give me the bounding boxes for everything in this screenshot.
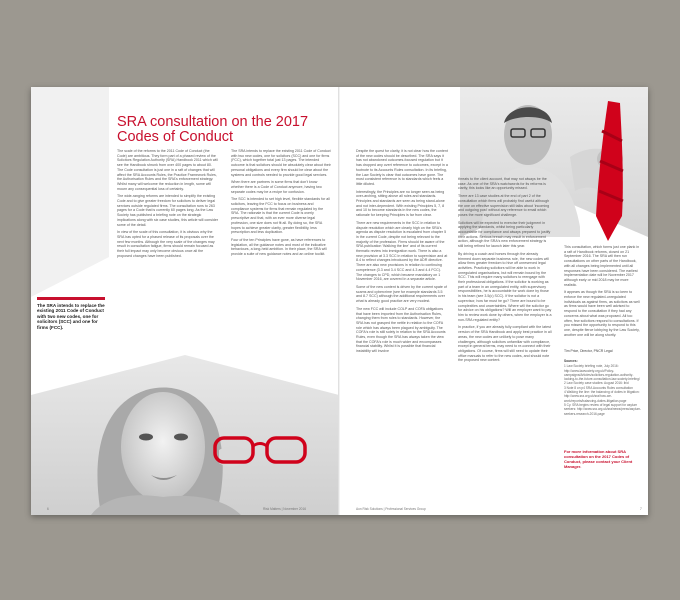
paragraph: There are new requirements in the SCC in relation to dispute resolution which are clearly high on the SRA's agenda as dispute resolution is escalated from chapter 5 in the current Code, despite not being relevant to the majority of the profession. Firms should be aware of the SRA publication 'Walking the line' and of its current thematic review into immigration work. There is also a new provision at 3.3 SCC in relation to supervision and at 8.4 to reflect changes introduced by the ADR directive. There are also new provisions in relation to continuing competence (3.3 and 3.4 SCC and 4.3 and 4.4 FCC). The changes to CPD, which became mandatory on 1 November 2016, are covered in a separate article.	[356, 220, 448, 282]
source-item: 2 Law Society case studies: August 2016: ibid	[564, 381, 629, 386]
paragraph: The wide-ranging reforms are intended to simplify the existing Code and to give greater freedom for solicitors to deliver legal services outside regulated firms. The consultation runs to 263 pages for a Code that is currently 60 pages long. As the Law Society has published a briefing note on the strategic implications along with six case studies, this article will consider some of the detail.	[117, 194, 219, 227]
sources-list	[564, 359, 642, 439]
paragraph: By driving a coach and horses through the already trimmed down separate business rule, the new codes will allow firms greater freedom to hive off unreserved legal activities. Practicing solicitors will be able to work in unregulated organisations, but will remain bound by the SCC. This will require many solicitors to reengage with their professional obligations. If the solicitor is working as part of a team in an unregulated entity, with supervisory responsibilities, he is accountable for work done by those in his team (see 3.5(c) SCC). If the solicitor is not a supervisor, how far must he go? There are bound to be complexities and uncertainties. Where will the solicitor go for advice on his obligations? Will an employer want to pay him to review work done by others, when the employer is a non-SRA regulated entity?	[458, 251, 552, 322]
text-column-4	[458, 177, 552, 507]
paragraph: In view of the scale of this consultation, it is obvious why the SRA has opted for a phased release of its proposals over the next few months. Although the very scale of the changes may result in consultation fatigue, firms should remain focused as their full impact may only become obvious once all the proposed changes have been published.	[117, 230, 215, 258]
paragraph: Some of the new content is driven by the current spate of scams and cybercrime (see for example standards 3.5 and 8.7 SCC) although the additional requirements over what is already good practice are very modest.	[356, 284, 447, 304]
paragraph: This consultation, which forms just one plank in a raft of Handbook reforms, closed on 21 September 2016. The SRA will then run consultations on other parts of the Handbook, with all changes being implemented until all responses have been considered. The earliest implementation date will be November 2017 although early or mid 2018 may be more realistic.	[564, 245, 640, 287]
pull-quote: The SRA intends to replace the existing 2011 Code of Conduct with two new codes, one for solicitors (SCC) and one for firms (FCC).	[37, 297, 105, 330]
paragraph: In practice, if you are already fully compliant with the latest version of the SRA Handbook and apply best practice in all areas, the new codes are unlikely to pose many challenges, although solicitors unfamiliar with compliance, except in general terms, may need to re-connect with their obligations. Of course, firms will still need to update their office manuals to refer to the new codes, and should note the proposed new content.	[458, 325, 552, 363]
footer-right: Aon Risk Solutions | Professional Services Group	[356, 507, 426, 511]
magazine-spread	[31, 87, 648, 515]
red-glasses-graphic	[211, 430, 311, 470]
article-title: SRA consultation on the 2017 Codes of Conduct	[117, 114, 309, 145]
page-number-left: 6	[47, 507, 49, 511]
text-column-2	[231, 149, 331, 371]
author-signature: Tim Price, Director, PNCR Legal	[564, 349, 613, 353]
paragraph: Solicitors will be expected to exercise their judgment in applying the standards, whilst being particularly accountable for compliance and always prepared to justify their actions. Serious breach may result in enforcement action, although the SRA's new enforcement strategy is still being refined for launch later this year.	[458, 220, 551, 249]
contact-callout: For more information about SRA consultation on the 2017 Codes of Conduct, please contact your Client Manager.	[564, 449, 633, 469]
paragraph: The new FCC will include COLP and COFA obligations that have been imported from the Authorisation Rules, changing them from rules to standards. However, the SRA has not grasped the nettle in relation to the COFA role which has always been plagued by ambiguity. The COFA's role is still solely in relation to the SRA Accounts Rules, even though the SRA has always taken the view that the COFA's role is much wider and encompasses financial stability. Whilst it is possible that financial instability will involve	[356, 306, 446, 354]
paragraph: When there are partners in some firms that don't know whether there is a Code of Conduct anymore, having two separate codes may be a recipe for confusion.	[231, 180, 322, 194]
paragraph: threats to the client account, that may not always be the case. As one of the SRA's watchwords for its reforms is clarity, this looks like an opportunity missed.	[458, 177, 547, 191]
source-item: 5 Cy. SRA begins review of legal support for asylum seekers: http://www.sra.org.uk/sra/news/press/asylum-seekers-research-2016.page	[564, 402, 642, 416]
source-item: 3 Note 8 on p4 SRA Accounts Rules consultation	[564, 385, 633, 390]
text-column-5	[564, 245, 642, 347]
text-column-3	[356, 149, 448, 504]
right-page	[340, 87, 648, 515]
source-item: 1 Law Society briefing note, July 2016: http://www.lawsociety.org.uk/Policy-campaigns/Articles/solicitors-regulation-authority-looking-to-the-future-consultation-law-society-briefing/	[564, 364, 640, 382]
source-item: 4 Walking the line: the balancing of duties in litigation: http://www.sra.org.uk/sra/how-we-work/reports/balancing-duties-litigation.page	[564, 390, 640, 403]
footer-left: Risk Matters | November 2016	[263, 507, 306, 511]
page-number-right: 7	[640, 507, 642, 511]
paragraph: Four of the ten Principles have gone, as have references to legislation, all the guidance notes and most of the indicative behaviours, a long-held ambition. In their place, the SRA will provide a suite of new guidance notes and an online toolkit.	[231, 237, 327, 257]
red-tie-graphic	[578, 101, 628, 246]
paragraph: The SCC is intended to set high level, flexible standards for all solicitors, leaving the FCC to focus on business and compliance systems for firms that remain regulated by the SRA. The rationale is that the current Code is overly prescriptive and that, with an ever more diverse legal profession, one size does not fit all. By doing so, the SRA hopes to achieve greater clarity, greater flexibility, less prescription and less duplication.	[231, 197, 330, 235]
text-column-1	[117, 149, 219, 355]
paragraph: The SRA intends to replace the existing 2011 Code of Conduct with two new codes, one for solicitors (SCC) and one for firms (FCC), which together total just 13 pages. The intended outcome is that solicitors should be absolutely clear about their personal obligations and every firm should be clear about the systems and controls needed to provide good legal services.	[231, 149, 331, 177]
sources-heading: Sources:	[564, 359, 578, 363]
paragraph: There are 13 case studies at the end of part 2 of the consultation which firms will probably find useful although the one on effective supervision still talks about 'incoming and outgoing post' without any reference to email which poses the more significant challenge.	[458, 194, 550, 217]
paragraph: The scale of the reforms to the 2011 Code of Conduct (the Code) are ambitious. They form part of a phased review of the Solicitors Regulation Authority (SRA) Handbook 2011 which will see the Handbook shrunk from over 400 pages to about 80. The Code consultation is just one in a raft of changes that will affect the SRA Accounts Rules, the Practice Framework Rules, the Authorisation Rules and the SRA's enforcement strategy. Whilst many will welcome the reduction in length, some will mourn any consequential loss of certainty.	[117, 149, 218, 191]
paragraph: Interestingly, the Principles are no longer seen as being over-arching, sitting above all rules and standards. Principles and standards are seen as being stand-alone and not inter-dependent. With existing Principles 5, 7, 8 and 10 to become standards in the new codes, the rationale for keeping Principles is far from clear.	[356, 189, 445, 218]
paragraph: It appears as though the SRA is so keen to enforce the new regulated-unregulated individuals as against firms, as solicitors as well as firms would have been well advised to respond to the consultation if they had any concerns about what was proposed. All too often, few solicitors respond to consultations. If you missed the opportunity to respond to this one, despite fierce lobbying by the Law Society, another one will be along shortly.	[564, 290, 640, 337]
left-page	[31, 87, 339, 515]
paragraph: Despite the quest for clarity, it is not clear how the content of the new codes should be described. The SRA says it has not abandoned outcomes-focused regulation but it has dropped any overt reference to outcomes, except in a footnote to its Accounts Rules consultation. In its briefing, the Law Society is clear that outcomes have gone. The most consistent reference is to standards which feels a little diluted.	[356, 149, 448, 186]
